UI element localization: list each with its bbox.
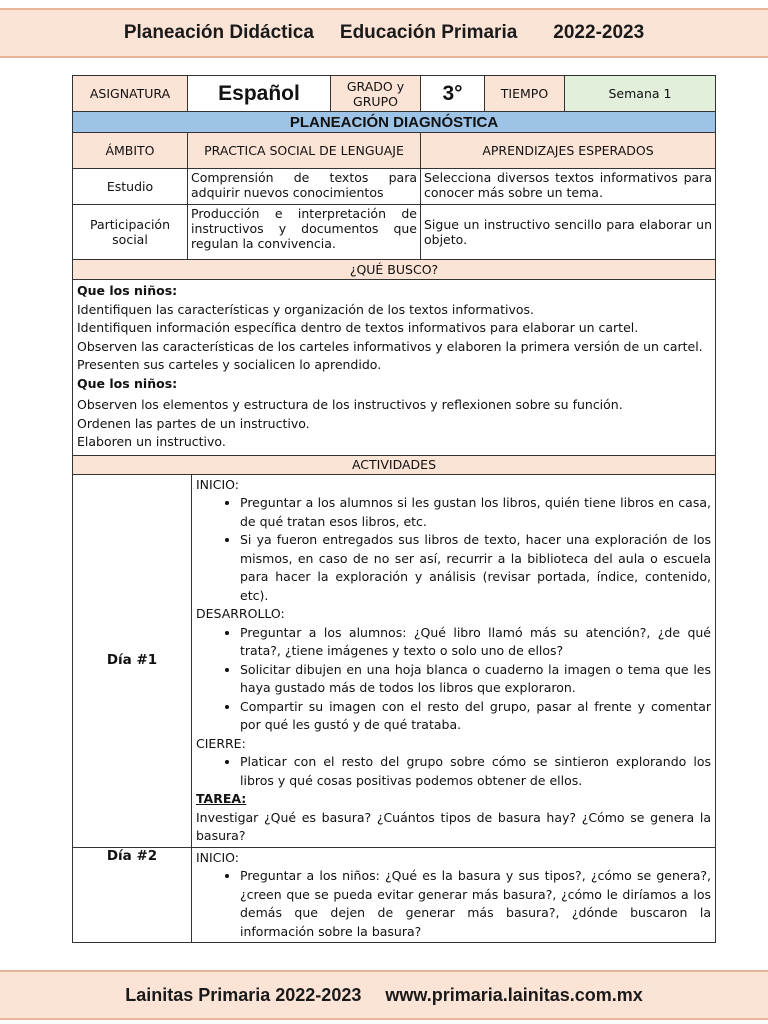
inicio-list [196, 494, 711, 605]
cierre-list [196, 753, 711, 790]
objetivo-line: Elaboren un instructivo. [77, 434, 226, 449]
row2-aprendizaje: Sigue un instructivo sencillo para elaborar un objeto. [421, 205, 716, 260]
list-item: • Preguntar a los niños: ¿Qué es la basura y sus tipos?, ¿cómo se genera?, ¿creen que se pueda evitar generar más basura?, ¿cómo le diríamos a los demás que dejen de generar más basura?, ¿dónde buscaron la información sobre la basura? [240, 867, 711, 941]
desarrollo-label: DESARROLLO: [196, 606, 285, 621]
objetivo-line: Identifiquen las características y organización de los textos informativos. [77, 301, 535, 317]
objetivo-line: Observen los elementos y estructura de los instructivos y reflexionen sobre su función. [77, 397, 623, 412]
asignatura-label: ASIGNATURA [73, 76, 188, 112]
grado-value: 3° [421, 76, 485, 112]
day-2-row [73, 847, 716, 943]
row1-ambito: Estudio [73, 169, 188, 205]
row2-ambito: Participación social [73, 205, 188, 260]
objetivo-line: Identifiquen información específica dentro de textos informativos para elaborar un cartel. [77, 320, 639, 335]
tarea-label: TAREA: [196, 791, 247, 806]
info-row [73, 76, 716, 112]
que-busco-title: ¿QUÉ BUSCO? [73, 260, 716, 280]
day-1-label [73, 474, 192, 847]
header-title: Planeación Didáctica [123, 22, 314, 43]
list-item: • Platicar con el resto del grupo sobre cómo se sintieron explorando los libros y qué cosas positivas podemos obtener de ellos. [240, 753, 711, 790]
list-item: • Solicitar dibujen en una hoja blanca o cuaderno la imagen o tema que les haya gustado más de todos los libros que exploraron. [240, 661, 711, 698]
day-1-content [192, 474, 716, 847]
col-practica: PRACTICA SOCIAL DE LENGUAJE [188, 133, 421, 169]
list-item: • Preguntar a los alumnos si les gustan los libros, quién tiene libros en casa, de qué tratan esos libros, etc. [240, 494, 711, 531]
footer-url: www.primaria.lainitas.com.mx [385, 984, 643, 1005]
list-item: • Preguntar a los alumnos: ¿Qué libro llamó más su atención?, ¿de qué trata?, ¿tiene imágenes y texto o solo uno de ellos? [240, 624, 711, 661]
tarea-text: Investigar ¿Qué es basura? ¿Cuántos tipos de basura hay? ¿Cómo se genera la basura? [196, 809, 711, 843]
table-row [73, 205, 716, 260]
col-aprendizajes: APRENDIZAJES ESPERADOS [421, 133, 716, 169]
list-item: • Si ya fueron entregados sus libros de texto, hacer una exploración de los mismos, en caso de no ser así, recurrir a la biblioteca del aula o escuela para hacer la exploración y análisis (revisar portada, índice, contenido, etc). [240, 531, 711, 605]
inicio-list [196, 867, 711, 941]
cierre-label: CIERRE: [196, 735, 246, 751]
row1-practica: Comprensión de textos para adquirir nuevos conocimientos [188, 169, 421, 205]
header-year: 2022-2023 [553, 22, 645, 43]
inicio-label: INICIO: [196, 849, 239, 865]
planeacion-title: PLANEACIÓN DIAGNÓSTICA [73, 112, 716, 133]
planning-table [72, 75, 716, 943]
day-1-label-text: Día #1 [106, 652, 158, 668]
day-2-label-text: Día #2 [106, 847, 158, 864]
actividades-title: ACTIVIDADES [73, 455, 716, 474]
footer-brand: Lainitas Primaria 2022-2023 [125, 984, 362, 1005]
footer-banner [0, 970, 768, 1020]
tiempo-label: TIEMPO [485, 76, 565, 112]
asignatura-value: Español [188, 76, 331, 112]
day-2-content [192, 847, 716, 943]
objetivo-line: Ordenen las partes de un instructivo. [77, 415, 310, 431]
day-1-row [73, 474, 716, 847]
row1-aprendizaje: Selecciona diversos textos informativos para conocer más sobre un tema. [421, 169, 716, 205]
que-busco-heading-1: Que los niños: [77, 283, 178, 298]
columns-header [73, 133, 716, 169]
day-2-label [73, 847, 192, 943]
col-ambito: ÁMBITO [73, 133, 188, 169]
que-busco-section [73, 280, 716, 456]
tiempo-value: Semana 1 [565, 76, 716, 112]
table-row [73, 169, 716, 205]
header-level: Educación Primaria [339, 22, 518, 43]
grado-label: GRADO y GRUPO [331, 76, 421, 112]
inicio-label: INICIO: [196, 476, 239, 492]
objetivo-line: Observen las características de los carteles informativos y elaboren la primera versión de un cartel. [77, 338, 703, 354]
objetivo-line: Presenten sus carteles y socialicen lo aprendido. [77, 357, 382, 372]
desarrollo-list [196, 624, 711, 735]
que-busco-body [73, 280, 716, 456]
que-busco-heading-2: Que los niños: [77, 375, 178, 391]
list-item: • Compartir su imagen con el resto del grupo, pasar al frente y comentar por qué les gustó y de qué trataba. [240, 698, 711, 735]
header-banner [0, 8, 768, 58]
row2-practica: Producción e interpretación de instructivos y documentos que regulan la convivencia. [188, 205, 421, 260]
